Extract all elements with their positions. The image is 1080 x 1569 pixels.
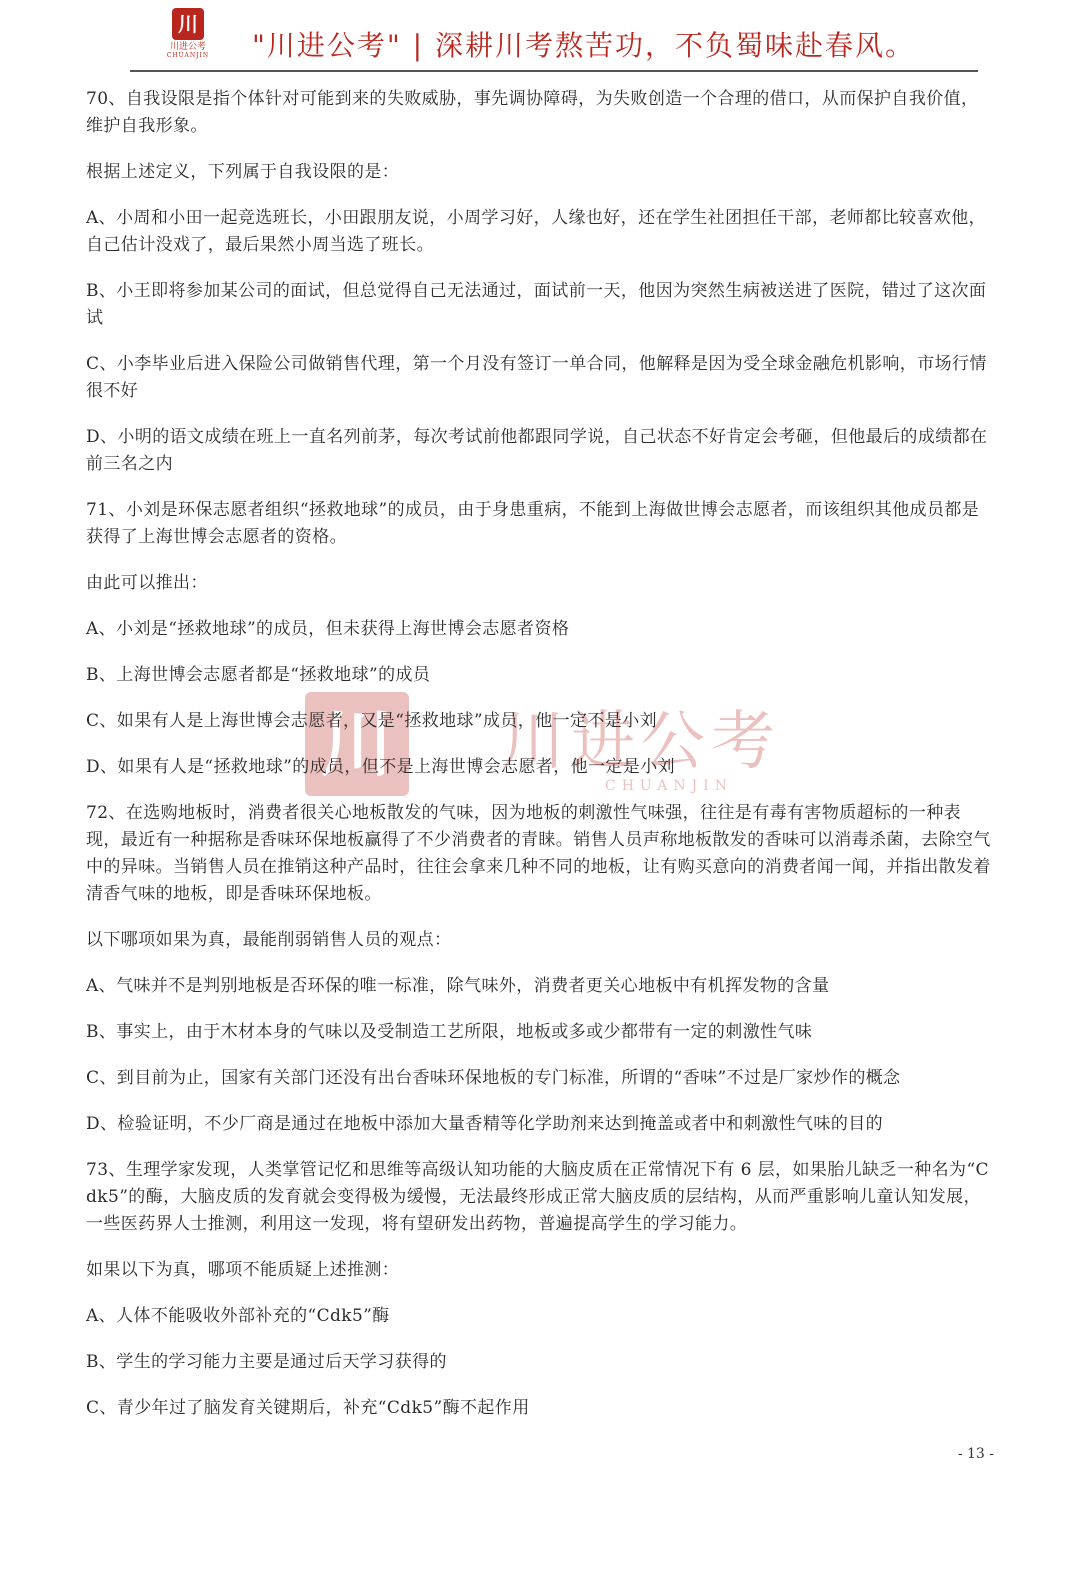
question-70-option-b: B、小王即将参加某公司的面试，但总觉得自己无法通过，面试前一天，他因为突然生病被送进了医院，错过了这次面试 [86,281,987,328]
logo-mark: 川 [172,8,204,40]
document-body [86,86,992,1441]
question-72-stem: 72、在选购地板时，消费者很关心地板散发的气味，因为地板的刺激性气味强，往往是有毒有害物质超标的一种表现，最近有一种据称是香味环保地板赢得了不少消费者的青睐。销售人员声称地板散发的香味可以消毒杀菌，去除空气中的异味。当销售人员在推销这种产品时，往往会拿来几种不同的地板，让有购买意向的消费者闻一闻，并指出散发着清香气味的地板，即是香味环保地板。 [86,803,991,904]
page-header [130,8,978,72]
question-73-option-b: B、学生的学习能力主要是通过后天学习获得的 [86,1352,447,1372]
question-72-option-a: A、气味并不是判别地板是否环保的唯一标准，除气味外，消费者更关心地板中有机挥发物的含量 [86,976,830,996]
question-72-prompt: 以下哪项如果为真，最能削弱销售人员的观点： [86,930,452,950]
question-71-option-a: A、小刘是“拯救地球”的成员，但未获得上海世博会志愿者资格 [86,619,570,639]
watermark-en: CHUANJIN [605,778,734,794]
watermark-text: 川进公考 [501,705,781,779]
brand-logo [158,8,218,68]
question-70-stem: 70、自我设限是指个体针对可能到来的失败威胁，事先调协障碍，为失败创造一个合理的借口，从而保护自我价值，维护自我形象。 [86,89,979,136]
logo-en: CHUANJIN [166,52,210,59]
question-72-option-b: B、事实上，由于木材本身的气味以及受制造工艺所限，地板或多或少都带有一定的刺激性气味 [86,1022,813,1042]
question-73-prompt: 如果以下为真，哪项不能质疑上述推测： [86,1260,400,1280]
question-73-stem: 73、生理学家发现，人类掌管记忆和思维等高级认知功能的大脑皮质在正常情况下有 6 层，如果胎儿缺乏一种名为“Cdk5”的酶，大脑皮质的发育就会变得极为缓慢，无法最终形成正常大脑皮质的层结构，从而严重影响儿童认知发展，一些医药界人士推测，利用这一发现，将有望研发出药物，普遍提高学生的学习能力。 [86,1160,989,1234]
question-71-option-c: C、如果有人是上海世博会志愿者，又是“拯救地球”成员，他一定不是小刘 [86,711,657,731]
question-71-option-d: D、如果有人是“拯救地球”的成员，但不是上海世博会志愿者，他一定是小刘 [86,757,676,777]
logo-name: 川进公考 [169,42,206,52]
page-number: - 13 - [957,1446,994,1462]
question-72-option-c: C、到目前为止，国家有关部门还没有出台香味环保地板的专门标准，所谓的“香味”不过是厂家炒作的概念 [86,1068,901,1088]
question-70-option-c: C、小李毕业后进入保险公司做销售代理，第一个月没有签订一单合同，他解释是因为受全球金融危机影响，市场行情很不好 [86,354,987,401]
question-72-option-d: D、检验证明，不少厂商是通过在地板中添加大量香精等化学助剂来达到掩盖或者中和刺激性气味的目的 [86,1114,884,1134]
question-71-stem: 71、小刘是环保志愿者组织“拯救地球”的成员，由于身患重病，不能到上海做世博会志愿者，而该组织其他成员都是获得了上海世博会志愿者的资格。 [86,500,980,547]
question-70-option-d: D、小明的语文成绩在班上一直名列前茅，每次考试前他都跟同学说，自己状态不好肯定会考砸，但他最后的成绩都在前三名之内 [86,427,988,474]
question-71-option-b: B、上海世博会志愿者都是“拯救地球”的成员 [86,665,431,685]
question-71-prompt: 由此可以推出： [86,573,208,593]
question-73-option-a: A、人体不能吸收外部补充的“Cdk5”酶 [86,1306,390,1326]
question-70-option-a: A、小周和小田一起竞选班长，小田跟朋友说，小周学习好，人缘也好，还在学生社团担任干部，老师都比较喜欢他，自己估计没戏了，最后果然小周当选了班长。 [86,208,987,255]
header-slogan: "川进公考" | 深耕川考熬苦功，不负蜀味赴春风。 [252,29,915,62]
question-70-prompt: 根据上述定义，下列属于自我设限的是： [86,162,400,182]
watermark-mark: 川 [305,692,409,796]
question-73-option-c: C、青少年过了脑发育关键期后，补充“Cdk5”酶不起作用 [86,1398,530,1418]
